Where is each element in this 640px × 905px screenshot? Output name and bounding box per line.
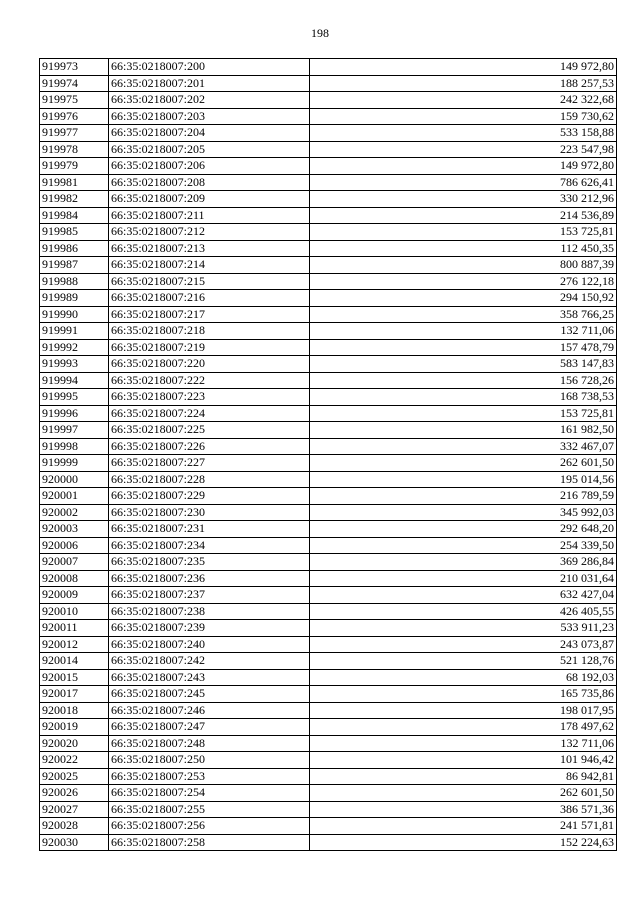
value-cell: 149 972,80 [310, 158, 617, 175]
table-row [40, 834, 617, 851]
row-id-cell: 919992 [40, 339, 109, 356]
cadastral-number-cell: 66:35:0218007:246 [109, 702, 310, 719]
value-cell: 159 730,62 [310, 108, 617, 125]
table-row [40, 702, 617, 719]
cadastral-number-cell: 66:35:0218007:242 [109, 653, 310, 670]
table-row [40, 405, 617, 422]
table-row [40, 438, 617, 455]
value-cell: 188 257,53 [310, 75, 617, 92]
table-row [40, 422, 617, 439]
cadastral-number-cell: 66:35:0218007:234 [109, 537, 310, 554]
value-cell: 262 601,50 [310, 455, 617, 472]
cadastral-number-cell: 66:35:0218007:205 [109, 141, 310, 158]
table-row [40, 174, 617, 191]
table-row [40, 488, 617, 505]
cadastral-number-cell: 66:35:0218007:227 [109, 455, 310, 472]
row-id-cell: 919989 [40, 290, 109, 307]
cadastral-number-cell: 66:35:0218007:256 [109, 818, 310, 835]
table-row [40, 719, 617, 736]
row-id-cell: 920011 [40, 620, 109, 637]
table-row [40, 620, 617, 637]
value-cell: 533 911,23 [310, 620, 617, 637]
value-cell: 210 031,64 [310, 570, 617, 587]
value-cell: 152 224,63 [310, 834, 617, 851]
cadastral-number-cell: 66:35:0218007:235 [109, 554, 310, 571]
row-id-cell: 919990 [40, 306, 109, 323]
value-cell: 216 789,59 [310, 488, 617, 505]
row-id-cell: 920019 [40, 719, 109, 736]
cadastral-number-cell: 66:35:0218007:230 [109, 504, 310, 521]
row-id-cell: 919991 [40, 323, 109, 340]
table-row [40, 75, 617, 92]
row-id-cell: 919986 [40, 240, 109, 257]
row-id-cell: 920022 [40, 752, 109, 769]
row-id-cell: 920014 [40, 653, 109, 670]
table-row [40, 653, 617, 670]
cadastral-number-cell: 66:35:0218007:238 [109, 603, 310, 620]
row-id-cell: 920010 [40, 603, 109, 620]
value-cell: 241 571,81 [310, 818, 617, 835]
table-row [40, 372, 617, 389]
value-cell: 132 711,06 [310, 735, 617, 752]
table-row [40, 339, 617, 356]
table-row [40, 240, 617, 257]
cadastral-number-cell: 66:35:0218007:240 [109, 636, 310, 653]
table-row [40, 554, 617, 571]
table-row [40, 323, 617, 340]
row-id-cell: 919975 [40, 92, 109, 109]
table-row [40, 108, 617, 125]
cadastral-number-cell: 66:35:0218007:243 [109, 669, 310, 686]
row-id-cell: 919978 [40, 141, 109, 158]
cadastral-number-cell: 66:35:0218007:201 [109, 75, 310, 92]
value-cell: 101 946,42 [310, 752, 617, 769]
value-cell: 178 497,62 [310, 719, 617, 736]
value-cell: 153 725,81 [310, 224, 617, 241]
value-cell: 800 887,39 [310, 257, 617, 274]
table-row [40, 224, 617, 241]
row-id-cell: 920007 [40, 554, 109, 571]
table-row [40, 59, 617, 76]
cadastral-number-cell: 66:35:0218007:253 [109, 768, 310, 785]
value-cell: 86 942,81 [310, 768, 617, 785]
value-cell: 195 014,56 [310, 471, 617, 488]
cadastral-number-cell: 66:35:0218007:229 [109, 488, 310, 505]
table-row [40, 587, 617, 604]
cadastral-number-cell: 66:35:0218007:236 [109, 570, 310, 587]
cadastral-number-cell: 66:35:0218007:204 [109, 125, 310, 142]
value-cell: 157 478,79 [310, 339, 617, 356]
value-cell: 168 738,53 [310, 389, 617, 406]
table-row [40, 306, 617, 323]
row-id-cell: 920030 [40, 834, 109, 851]
row-id-cell: 920008 [40, 570, 109, 587]
table-row [40, 455, 617, 472]
cadastral-number-cell: 66:35:0218007:237 [109, 587, 310, 604]
row-id-cell: 919974 [40, 75, 109, 92]
cadastral-number-cell: 66:35:0218007:220 [109, 356, 310, 373]
cadastral-number-cell: 66:35:0218007:248 [109, 735, 310, 752]
value-cell: 149 972,80 [310, 59, 617, 76]
row-id-cell: 919987 [40, 257, 109, 274]
table-row [40, 273, 617, 290]
table-row [40, 290, 617, 307]
table-row [40, 752, 617, 769]
table-row [40, 191, 617, 208]
cadastral-number-cell: 66:35:0218007:216 [109, 290, 310, 307]
value-cell: 521 128,76 [310, 653, 617, 670]
row-id-cell: 920009 [40, 587, 109, 604]
table-row [40, 768, 617, 785]
table-row [40, 785, 617, 802]
value-cell: 386 571,36 [310, 801, 617, 818]
value-cell: 242 322,68 [310, 92, 617, 109]
value-cell: 153 725,81 [310, 405, 617, 422]
row-id-cell: 919997 [40, 422, 109, 439]
value-cell: 276 122,18 [310, 273, 617, 290]
table-row [40, 389, 617, 406]
cadastral-number-cell: 66:35:0218007:255 [109, 801, 310, 818]
cadastral-number-cell: 66:35:0218007:213 [109, 240, 310, 257]
table-row [40, 356, 617, 373]
value-cell: 112 450,35 [310, 240, 617, 257]
row-id-cell: 920026 [40, 785, 109, 802]
value-cell: 243 073,87 [310, 636, 617, 653]
value-cell: 161 982,50 [310, 422, 617, 439]
row-id-cell: 920015 [40, 669, 109, 686]
value-cell: 330 212,96 [310, 191, 617, 208]
row-id-cell: 920012 [40, 636, 109, 653]
cadastral-number-cell: 66:35:0218007:208 [109, 174, 310, 191]
table-row [40, 686, 617, 703]
row-id-cell: 919976 [40, 108, 109, 125]
cadastral-number-cell: 66:35:0218007:202 [109, 92, 310, 109]
table-row [40, 669, 617, 686]
table-row [40, 818, 617, 835]
cadastral-number-cell: 66:35:0218007:254 [109, 785, 310, 802]
cadastral-number-cell: 66:35:0218007:206 [109, 158, 310, 175]
cadastral-number-cell: 66:35:0218007:226 [109, 438, 310, 455]
cadastral-number-cell: 66:35:0218007:225 [109, 422, 310, 439]
value-cell: 132 711,06 [310, 323, 617, 340]
cadastral-number-cell: 66:35:0218007:247 [109, 719, 310, 736]
row-id-cell: 920001 [40, 488, 109, 505]
row-id-cell: 919988 [40, 273, 109, 290]
value-cell: 223 547,98 [310, 141, 617, 158]
value-cell: 156 728,26 [310, 372, 617, 389]
table-row [40, 504, 617, 521]
row-id-cell: 920020 [40, 735, 109, 752]
row-id-cell: 919995 [40, 389, 109, 406]
value-cell: 632 427,04 [310, 587, 617, 604]
cadastral-number-cell: 66:35:0218007:214 [109, 257, 310, 274]
row-id-cell: 920000 [40, 471, 109, 488]
table-row [40, 471, 617, 488]
data-table [39, 58, 617, 851]
value-cell: 292 648,20 [310, 521, 617, 538]
cadastral-number-cell: 66:35:0218007:224 [109, 405, 310, 422]
cadastral-number-cell: 66:35:0218007:223 [109, 389, 310, 406]
table-row [40, 801, 617, 818]
cadastral-number-cell: 66:35:0218007:200 [109, 59, 310, 76]
table-row [40, 125, 617, 142]
cadastral-number-cell: 66:35:0218007:250 [109, 752, 310, 769]
table-row [40, 158, 617, 175]
table-row [40, 603, 617, 620]
cadastral-number-cell: 66:35:0218007:222 [109, 372, 310, 389]
row-id-cell: 919973 [40, 59, 109, 76]
row-id-cell: 920006 [40, 537, 109, 554]
row-id-cell: 919982 [40, 191, 109, 208]
table-row [40, 141, 617, 158]
row-id-cell: 919994 [40, 372, 109, 389]
cadastral-number-cell: 66:35:0218007:217 [109, 306, 310, 323]
row-id-cell: 920027 [40, 801, 109, 818]
cadastral-number-cell: 66:35:0218007:258 [109, 834, 310, 851]
value-cell: 426 405,55 [310, 603, 617, 620]
row-id-cell: 919979 [40, 158, 109, 175]
value-cell: 332 467,07 [310, 438, 617, 455]
cadastral-number-cell: 66:35:0218007:219 [109, 339, 310, 356]
value-cell: 786 626,41 [310, 174, 617, 191]
cadastral-number-cell: 66:35:0218007:245 [109, 686, 310, 703]
value-cell: 345 992,03 [310, 504, 617, 521]
row-id-cell: 919999 [40, 455, 109, 472]
value-cell: 198 017,95 [310, 702, 617, 719]
row-id-cell: 919985 [40, 224, 109, 241]
table-row [40, 570, 617, 587]
value-cell: 262 601,50 [310, 785, 617, 802]
row-id-cell: 920002 [40, 504, 109, 521]
row-id-cell: 919977 [40, 125, 109, 142]
row-id-cell: 919981 [40, 174, 109, 191]
cadastral-number-cell: 66:35:0218007:211 [109, 207, 310, 224]
cadastral-number-cell: 66:35:0218007:228 [109, 471, 310, 488]
table-row [40, 92, 617, 109]
row-id-cell: 920025 [40, 768, 109, 785]
value-cell: 68 192,03 [310, 669, 617, 686]
value-cell: 533 158,88 [310, 125, 617, 142]
cadastral-number-cell: 66:35:0218007:215 [109, 273, 310, 290]
table-row [40, 521, 617, 538]
cadastral-number-cell: 66:35:0218007:209 [109, 191, 310, 208]
row-id-cell: 919984 [40, 207, 109, 224]
value-cell: 369 286,84 [310, 554, 617, 571]
row-id-cell: 920028 [40, 818, 109, 835]
table-row [40, 257, 617, 274]
value-cell: 583 147,83 [310, 356, 617, 373]
cadastral-number-cell: 66:35:0218007:231 [109, 521, 310, 538]
row-id-cell: 919998 [40, 438, 109, 455]
value-cell: 214 536,89 [310, 207, 617, 224]
table-row [40, 636, 617, 653]
value-cell: 358 766,25 [310, 306, 617, 323]
row-id-cell: 920017 [40, 686, 109, 703]
row-id-cell: 920003 [40, 521, 109, 538]
table-body [40, 59, 617, 851]
cadastral-number-cell: 66:35:0218007:218 [109, 323, 310, 340]
table-row [40, 207, 617, 224]
cadastral-number-cell: 66:35:0218007:203 [109, 108, 310, 125]
value-cell: 254 339,50 [310, 537, 617, 554]
value-cell: 294 150,92 [310, 290, 617, 307]
value-cell: 165 735,86 [310, 686, 617, 703]
page-number: 198 [311, 26, 329, 40]
cadastral-number-cell: 66:35:0218007:212 [109, 224, 310, 241]
table-row [40, 735, 617, 752]
row-id-cell: 920018 [40, 702, 109, 719]
row-id-cell: 919996 [40, 405, 109, 422]
row-id-cell: 919993 [40, 356, 109, 373]
table-row [40, 537, 617, 554]
cadastral-number-cell: 66:35:0218007:239 [109, 620, 310, 637]
